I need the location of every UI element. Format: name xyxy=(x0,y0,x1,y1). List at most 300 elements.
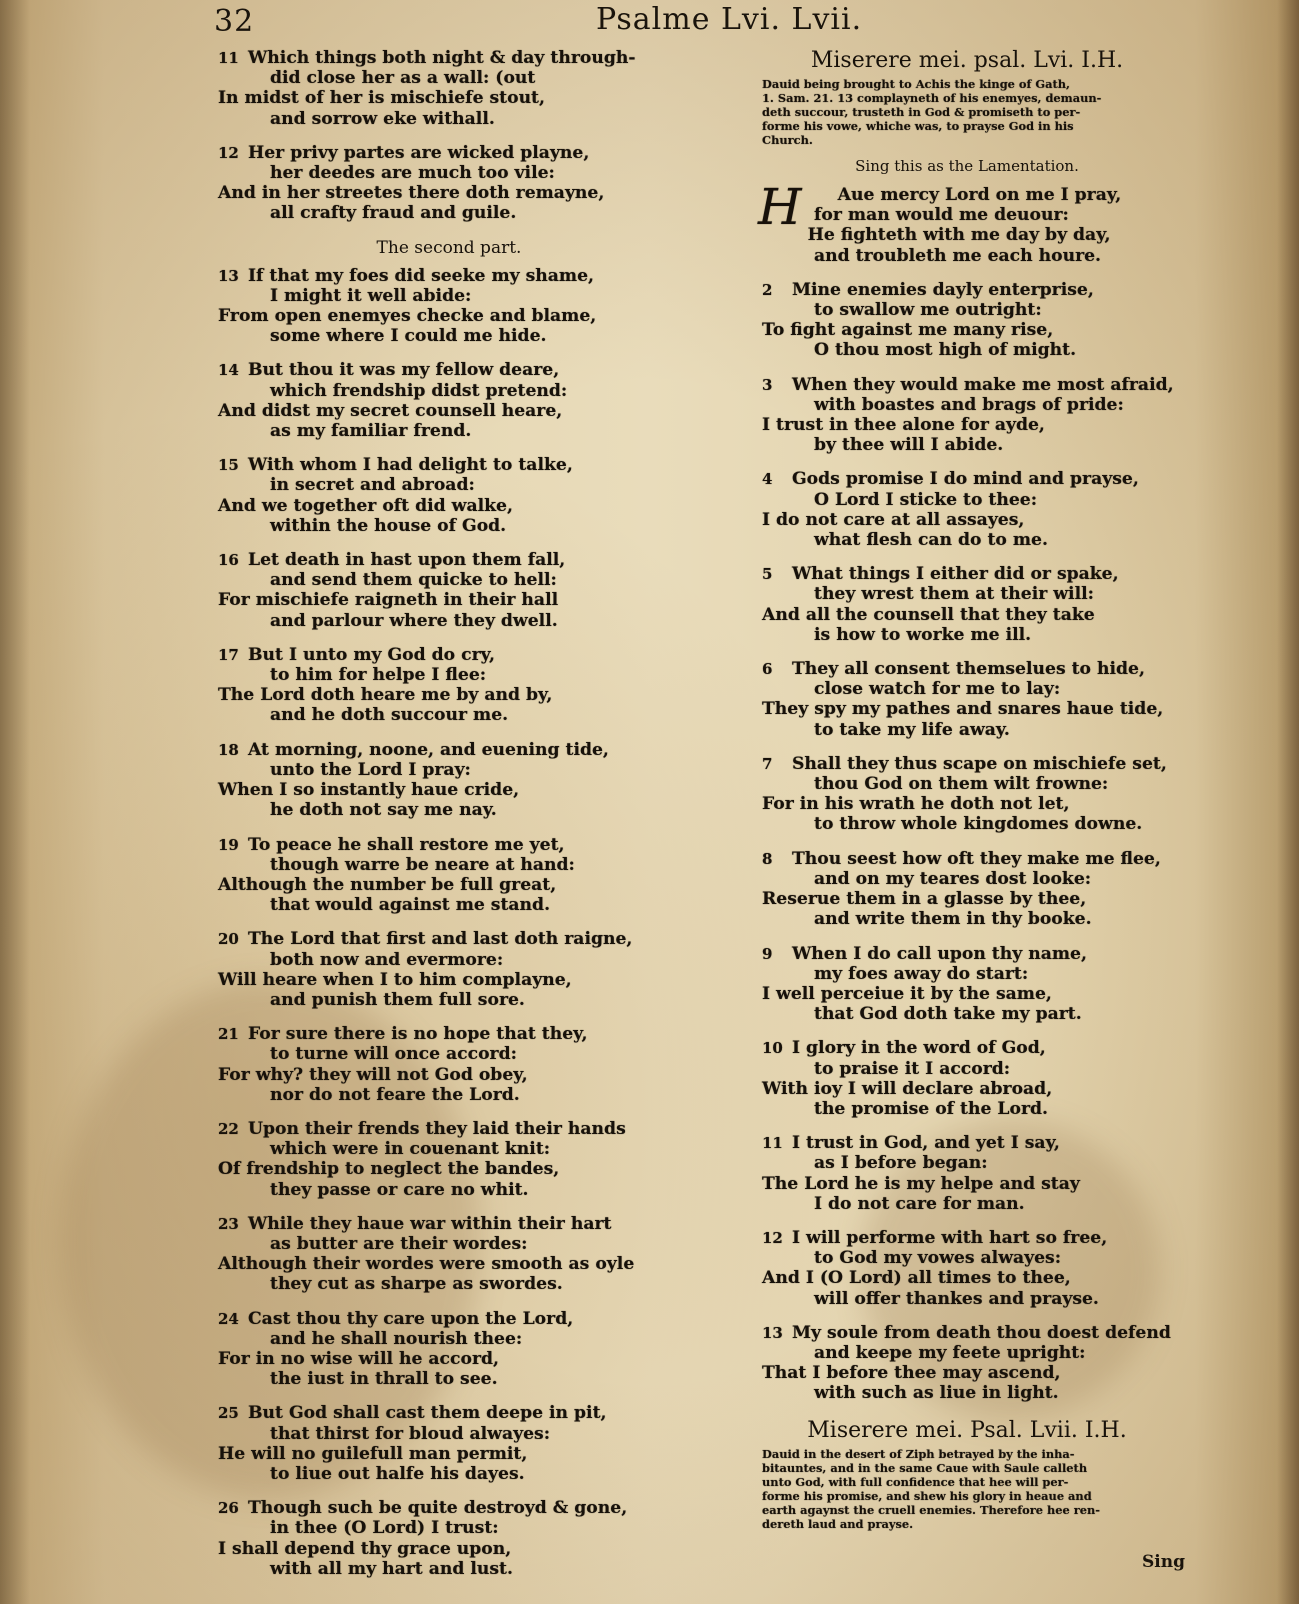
verse-line xyxy=(762,395,1172,415)
verse-block xyxy=(762,659,1172,740)
verse-text: The Lord doth heare me by and by, xyxy=(218,685,553,706)
psalm-argument-second xyxy=(762,1447,1172,1531)
verse-block xyxy=(762,375,1172,456)
verse-text: to liue out halfe his dayes. xyxy=(270,1463,525,1484)
verse-text: which were in couenant knit: xyxy=(270,1139,551,1160)
verse-text: to turne will once accord: xyxy=(270,1044,517,1065)
verse-text: He fighteth with me day by day, xyxy=(807,225,1111,246)
verse-number: 4 xyxy=(762,470,773,489)
verse-line xyxy=(218,590,680,610)
verse-block xyxy=(218,550,680,631)
verse-block xyxy=(218,740,680,821)
verse-line xyxy=(762,300,1172,320)
verse-line xyxy=(762,205,1172,225)
argument-line: Church. xyxy=(762,133,813,147)
verse-block xyxy=(218,1119,680,1200)
verse-block xyxy=(758,178,1172,266)
verse-line xyxy=(218,48,680,68)
verse-text: they wrest them at their will: xyxy=(814,584,1094,605)
verse-number: 13 xyxy=(762,1323,783,1342)
verse-text: Will heare when I to him complayne, xyxy=(218,969,572,990)
verse-line xyxy=(218,1180,680,1200)
verse-line xyxy=(218,306,680,326)
verse-text: both now and evermore: xyxy=(270,949,504,970)
verse-line xyxy=(218,685,680,705)
verse-text: Which things both night & day through- xyxy=(248,48,636,68)
verse-line xyxy=(218,143,680,163)
verse-block xyxy=(762,754,1172,835)
verse-text: The Lord that first and last doth raigne, xyxy=(248,929,633,950)
verse-line xyxy=(218,950,680,970)
verse-line xyxy=(218,109,680,129)
verse-text: When I do call upon thy name, xyxy=(792,943,1087,964)
verse-line xyxy=(218,855,680,875)
verse-text: For mischiefe raigneth in their hall xyxy=(218,590,559,611)
left-verses-part-two xyxy=(218,266,680,1579)
verse-block xyxy=(762,1038,1172,1119)
verse-line xyxy=(762,1079,1172,1099)
verse-text: as butter are their wordes: xyxy=(270,1233,528,1254)
verse-line xyxy=(762,280,1172,300)
verse-line xyxy=(762,415,1172,435)
verse-text: he doth not say me nay. xyxy=(270,800,497,821)
verse-line xyxy=(218,705,680,725)
verse-text: with all my hart and lust. xyxy=(270,1558,513,1579)
verse-number: 17 xyxy=(218,645,239,664)
verse-text: But I unto my God do cry, xyxy=(248,644,495,665)
verse-line xyxy=(762,1004,1172,1024)
verse-text: and parlour where they dwell. xyxy=(270,610,558,631)
verse-number: 6 xyxy=(762,660,773,679)
verse-text: Although their wordes were smooth as oyle xyxy=(218,1254,635,1275)
verse-text: her deedes are much too vile: xyxy=(270,163,555,184)
verse-text: though warre be neare at hand: xyxy=(270,854,575,875)
verse-text: I trust in God, and yet I say, xyxy=(792,1133,1060,1154)
verse-block xyxy=(762,849,1172,930)
verse-text: my foes away do start: xyxy=(814,963,1029,984)
verse-number: 21 xyxy=(218,1025,239,1044)
verse-text: and he shall nourish thee: xyxy=(270,1328,523,1349)
verse-line xyxy=(218,1119,680,1139)
verse-block xyxy=(762,1133,1172,1214)
verse-line xyxy=(762,225,1172,245)
verse-line xyxy=(218,163,680,183)
argument-line: Dauid in the desert of Ziph betrayed by the inha- xyxy=(762,1446,1075,1461)
verse-number: 26 xyxy=(218,1499,239,1518)
verse-text: Upon their frends they laid their hands xyxy=(248,1118,626,1139)
verse-text: Thou seest how oft they make me flee, xyxy=(792,848,1161,869)
verse-text: For in his wrath he doth not let, xyxy=(762,794,1070,815)
verse-number: 11 xyxy=(762,1134,783,1153)
verse-line xyxy=(762,984,1172,1004)
verse-block xyxy=(762,1228,1172,1309)
verse-line xyxy=(218,611,680,631)
verse-text: by thee will I abide. xyxy=(814,435,1004,456)
verse-line xyxy=(218,1444,680,1464)
verse-line xyxy=(218,1464,680,1484)
verse-text: to throw whole kingdomes downe. xyxy=(814,814,1143,835)
verse-line xyxy=(218,1024,680,1044)
verse-number: 16 xyxy=(218,551,239,570)
psalm-title: Miserere mei. psal. Lvi. I.H. xyxy=(810,48,1124,73)
verse-line xyxy=(218,1254,680,1274)
verse-line xyxy=(762,1289,1172,1309)
verse-line xyxy=(218,970,680,990)
verse-line xyxy=(762,320,1172,340)
page-edge-left xyxy=(0,0,30,1604)
verse-number: 2 xyxy=(762,280,773,299)
verse-line xyxy=(762,1038,1172,1058)
verse-text: and sorrow eke withall. xyxy=(270,108,495,129)
verse-block xyxy=(218,455,680,536)
verse-line xyxy=(218,1234,680,1254)
verse-text: At morning, noone, and euening tide, xyxy=(248,739,609,760)
verse-text: In midst of her is mischiefe stout, xyxy=(218,88,545,109)
verse-line xyxy=(218,475,680,495)
argument-line: forme his promise, and shew his glory in heaue and xyxy=(762,1488,1092,1503)
verse-line xyxy=(218,665,680,685)
page-header xyxy=(0,0,1299,44)
argument-line: earth agaynst the cruell enemies. Therefore hee ren- xyxy=(762,1502,1100,1517)
verse-text: Gods promise I do mind and prayse, xyxy=(792,469,1139,490)
verse-text: and on my teares dost looke: xyxy=(814,868,1092,889)
verse-text: Aue mercy Lord on me I pray, xyxy=(837,185,1122,205)
right-column xyxy=(758,48,1174,1541)
verse-block xyxy=(218,1309,680,1390)
verse-line xyxy=(218,1085,680,1105)
verse-line xyxy=(218,1369,680,1389)
verse-text: For in no wise will he accord, xyxy=(218,1348,500,1369)
verse-line xyxy=(218,1539,680,1559)
verse-text: unto the Lord I pray: xyxy=(270,759,471,780)
verse-number: 11 xyxy=(218,49,239,67)
verse-text: Although the number be full great, xyxy=(218,874,557,895)
verse-line xyxy=(762,564,1172,584)
verse-number: 13 xyxy=(218,266,239,285)
left-column xyxy=(218,48,680,1593)
verse-block xyxy=(218,48,680,129)
psalm-title-second: Miserere mei. Psal. Lvii. I.H. xyxy=(807,1417,1127,1443)
verse-line xyxy=(762,1194,1172,1214)
verse-text: He will no guilefull man permit, xyxy=(218,1443,528,1464)
verse-line xyxy=(762,340,1172,360)
verse-number: 25 xyxy=(218,1404,239,1423)
verse-line xyxy=(762,869,1172,889)
verse-text: I will performe with hart so free, xyxy=(792,1227,1108,1248)
verse-line xyxy=(218,1518,680,1538)
verse-line xyxy=(762,1133,1172,1153)
verse-number: 8 xyxy=(762,849,773,868)
verse-text: close watch for me to lay: xyxy=(814,679,1061,700)
verse-number: 9 xyxy=(762,944,773,963)
verse-text: I do not care for man. xyxy=(814,1193,1025,1214)
verse-text: My soule from death thou doest defend xyxy=(792,1322,1171,1343)
verse-line xyxy=(762,246,1172,266)
verse-text: For sure there is no hope that they, xyxy=(248,1024,588,1045)
verse-line xyxy=(218,203,680,223)
verse-line xyxy=(762,964,1172,984)
argument-line: bitauntes, and in the same Caue with Saule calleth xyxy=(762,1460,1088,1475)
verse-text: did close her as a wall: (out xyxy=(270,68,536,89)
verse-text: to take my life away. xyxy=(814,719,1010,740)
verse-line xyxy=(762,1323,1172,1343)
verse-line xyxy=(762,889,1172,909)
verse-line xyxy=(762,1228,1172,1248)
verse-line xyxy=(218,570,680,590)
verse-number: 23 xyxy=(218,1214,239,1233)
verse-text: But thou it was my fellow deare, xyxy=(248,360,560,381)
verse-text: They all consent themselues to hide, xyxy=(792,659,1145,680)
verse-line xyxy=(218,421,680,441)
verse-text: they cut as sharpe as swordes. xyxy=(270,1274,563,1295)
verse-number: 10 xyxy=(762,1039,783,1058)
verse-block xyxy=(762,1323,1172,1404)
verse-block xyxy=(218,360,680,441)
psalm-argument xyxy=(762,77,1172,147)
verse-number: 15 xyxy=(218,456,239,475)
verse-block xyxy=(218,1214,680,1295)
verse-line xyxy=(762,814,1172,834)
verse-line xyxy=(762,1248,1172,1268)
verse-text: When I so instantly haue cride, xyxy=(218,780,520,801)
verse-number: 5 xyxy=(762,565,773,584)
verse-line xyxy=(762,510,1172,530)
argument-line: unto God, with full confidence that hee will per- xyxy=(762,1474,1069,1489)
verse-text: which frendship didst pretend: xyxy=(270,380,568,401)
verse-text: And I (O Lord) all times to thee, xyxy=(762,1268,1071,1289)
verse-text: as I before began: xyxy=(814,1153,988,1174)
verse-line xyxy=(218,1044,680,1064)
verse-line xyxy=(218,496,680,516)
verse-text: To peace he shall restore me yet, xyxy=(248,834,565,855)
verse-line xyxy=(218,780,680,800)
verse-text: and troubleth me each houre. xyxy=(814,245,1102,266)
verse-line xyxy=(218,1498,680,1518)
verse-text: will offer thankes and prayse. xyxy=(814,1288,1099,1309)
verse-line xyxy=(762,1099,1172,1119)
catchword: Sing xyxy=(1142,1552,1185,1572)
verse-text: If that my foes did seeke my shame, xyxy=(248,265,595,286)
verse-line xyxy=(762,625,1172,645)
verse-text: the promise of the Lord. xyxy=(814,1098,1049,1119)
left-verses-part-one xyxy=(218,48,680,224)
verse-line xyxy=(762,679,1172,699)
tune-direction: Sing this as the Lamentation. xyxy=(855,157,1079,175)
verse-text: as my familiar frend. xyxy=(270,421,472,442)
verse-text: Her privy partes are wicked playne, xyxy=(248,142,590,163)
argument-line: Dauid being brought to Achis the kinge of Gath, xyxy=(762,77,1070,91)
verse-block xyxy=(762,564,1172,645)
verse-text: O thou most high of might. xyxy=(814,340,1077,361)
verse-line xyxy=(218,401,680,421)
verse-line xyxy=(218,800,680,820)
verse-text: Let death in hast upon them fall, xyxy=(248,550,566,571)
verse-line xyxy=(218,550,680,570)
verse-line xyxy=(218,88,680,108)
verse-line xyxy=(218,326,680,346)
verse-block xyxy=(762,280,1172,361)
verse-text: Cast thou thy care upon the Lord, xyxy=(248,1308,574,1329)
verse-text: The Lord he is my helpe and stay xyxy=(762,1173,1080,1194)
verse-number: 14 xyxy=(218,361,239,380)
verse-line xyxy=(218,835,680,855)
verse-line xyxy=(762,469,1172,489)
verse-line xyxy=(218,68,680,88)
verse-line xyxy=(218,1309,680,1329)
verse-number: 7 xyxy=(762,754,773,773)
verse-number: 22 xyxy=(218,1119,239,1138)
verse-text: Mine enemies dayly enterprise, xyxy=(792,279,1094,300)
argument-line: deth succour, trusteth in God & promiseth to per- xyxy=(762,105,1081,119)
verse-text: And all the counsell that they take xyxy=(762,604,1095,625)
verse-line xyxy=(218,1349,680,1369)
verse-text: in secret and abroad: xyxy=(270,475,475,496)
verse-line xyxy=(762,774,1172,794)
verse-text: Shall they thus scape on mischiefe set, xyxy=(792,753,1167,774)
verse-line xyxy=(762,1268,1172,1288)
verse-text: With whom I had delight to talke, xyxy=(248,455,573,476)
verse-text: For why? they will not God obey, xyxy=(218,1064,528,1085)
section-heading-second-part: The second part. xyxy=(376,237,522,258)
verse-line xyxy=(762,530,1172,550)
verse-line xyxy=(218,266,680,286)
verse-text: the iust in thrall to see. xyxy=(270,1369,498,1390)
argument-line: 1. Sam. 21. 13 complayneth of his enemyes, demaun- xyxy=(762,91,1102,105)
verse-line xyxy=(218,1424,680,1444)
verse-line xyxy=(218,516,680,536)
verse-text: And we together oft did walke, xyxy=(218,495,513,516)
verse-text: Though such be quite destroyd & gone, xyxy=(248,1498,628,1519)
verse-number: 24 xyxy=(218,1309,239,1328)
verse-text: With ioy I will declare abroad, xyxy=(762,1078,1053,1099)
verse-text: But God shall cast them deepe in pit, xyxy=(248,1403,607,1424)
verse-text: That I before thee may ascend, xyxy=(762,1363,1061,1384)
right-verses xyxy=(758,178,1174,1404)
verse-line xyxy=(762,849,1172,869)
page-number: 32 xyxy=(214,4,255,39)
verse-line xyxy=(218,1329,680,1349)
verse-line xyxy=(762,1343,1172,1363)
running-title: Psalme Lvi. Lvii. xyxy=(596,2,863,37)
verse-line xyxy=(762,1174,1172,1194)
verse-line xyxy=(218,929,680,949)
verse-text: They spy my pathes and snares haue tide, xyxy=(762,699,1164,720)
verse-text: and keepe my feete upright: xyxy=(814,1342,1086,1363)
verse-line xyxy=(762,605,1172,625)
verse-text: I glory in the word of God, xyxy=(792,1038,1046,1059)
verse-text: and send them quicke to hell: xyxy=(270,570,557,591)
verse-line xyxy=(762,1363,1172,1383)
verse-text: Reserue them in a glasse by thee, xyxy=(762,889,1087,910)
verse-line xyxy=(218,760,680,780)
verse-line xyxy=(218,1403,680,1423)
verse-line xyxy=(218,286,680,306)
verse-text: and write them in thy booke. xyxy=(814,909,1092,930)
verse-text: with such as liue in light. xyxy=(814,1383,1059,1404)
verse-line xyxy=(762,699,1172,719)
verse-text: some where I could me hide. xyxy=(270,326,547,347)
verse-line xyxy=(762,1153,1172,1173)
verse-line xyxy=(762,490,1172,510)
verse-text: Of frendship to neglect the bandes, xyxy=(218,1159,560,1180)
verse-text: to God my vowes alwayes: xyxy=(814,1248,1062,1269)
verse-block xyxy=(218,143,680,224)
verse-text: From open enemyes checke and blame, xyxy=(218,306,597,327)
verse-text: within the house of God. xyxy=(270,515,507,536)
verse-line xyxy=(218,895,680,915)
verse-text: I well perceiue it by the same, xyxy=(762,983,1052,1004)
verse-text: and punish them full sore. xyxy=(270,989,525,1010)
verse-line xyxy=(218,1214,680,1234)
verse-text: While they haue war within their hart xyxy=(248,1213,612,1234)
verse-line xyxy=(762,944,1172,964)
drop-capital: H xyxy=(758,178,802,236)
verse-line xyxy=(218,875,680,895)
verse-text: When they would make me most afraid, xyxy=(792,374,1174,395)
verse-line xyxy=(762,435,1172,455)
verse-text: that thirst for bloud alwayes: xyxy=(270,1423,551,1444)
verse-text: nor do not feare the Lord. xyxy=(270,1084,520,1105)
verse-text: they passe or care no whit. xyxy=(270,1179,529,1200)
verse-text: what flesh can do to me. xyxy=(814,530,1048,551)
verse-number: 12 xyxy=(762,1228,783,1247)
verse-line xyxy=(218,990,680,1010)
verse-line xyxy=(218,183,680,203)
verse-line xyxy=(218,360,680,380)
verse-text: to swallow me outright: xyxy=(814,300,1042,321)
verse-text: I might it well abide: xyxy=(270,285,472,306)
verse-line xyxy=(218,1159,680,1179)
verse-number: 18 xyxy=(218,740,239,759)
verse-line xyxy=(218,1065,680,1085)
verse-block xyxy=(218,929,680,1010)
verse-block xyxy=(218,1024,680,1105)
verse-line xyxy=(762,1059,1172,1079)
verse-line xyxy=(762,659,1172,679)
verse-block xyxy=(218,835,680,916)
verse-text: that God doth take my part. xyxy=(814,1004,1082,1025)
verse-text: O Lord I sticke to thee: xyxy=(814,489,1038,510)
verse-line xyxy=(218,381,680,401)
verse-text: to praise it I accord: xyxy=(814,1058,1011,1079)
verse-block xyxy=(218,266,680,347)
page-edge-right xyxy=(1277,0,1299,1604)
verse-block xyxy=(762,469,1172,550)
verse-text: is how to worke me ill. xyxy=(814,624,1032,645)
verse-text: thou God on them wilt frowne: xyxy=(814,774,1109,795)
verse-number: 3 xyxy=(762,375,773,394)
verse-block xyxy=(762,944,1172,1025)
argument-line: dereth laud and prayse. xyxy=(762,1516,914,1531)
verse-line xyxy=(762,720,1172,740)
verse-text: I trust in thee alone for ayde, xyxy=(762,415,1045,436)
verse-text: with boastes and brags of pride: xyxy=(814,394,1124,415)
verse-line xyxy=(762,794,1172,814)
verse-line xyxy=(218,1559,680,1579)
verse-line xyxy=(218,740,680,760)
argument-line: forme his vowe, whiche was, to prayse God in his xyxy=(762,119,1074,133)
verse-text: What things I either did or spake, xyxy=(792,564,1119,585)
verse-number: 12 xyxy=(218,143,239,162)
verse-line xyxy=(762,909,1172,929)
verse-text: And in her streetes there doth remayne, xyxy=(218,183,605,204)
verse-line xyxy=(218,645,680,665)
verse-block xyxy=(218,1403,680,1484)
verse-text: and he doth succour me. xyxy=(270,705,509,726)
verse-text: I shall depend thy grace upon, xyxy=(218,1538,512,1559)
verse-text: for man would me deuour: xyxy=(814,205,1069,226)
verse-line xyxy=(218,455,680,475)
